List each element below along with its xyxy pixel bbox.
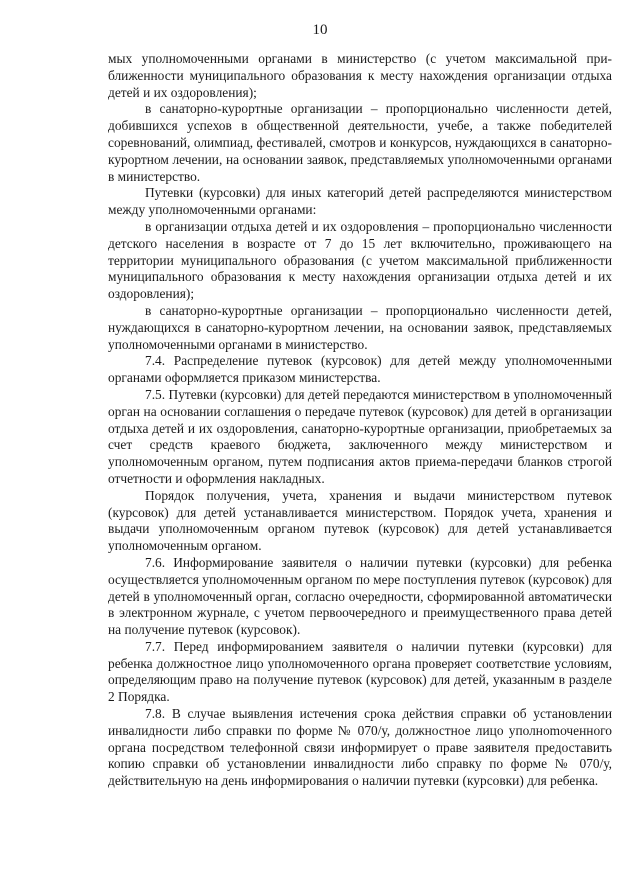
page-number: 10	[312, 22, 328, 38]
document-body	[108, 51, 612, 790]
paragraph-sanatorium-achievements: в санаторно-курортные организации – пропорционально численности детей, добившихся успехов в общественной деятельности, учебе, а также победителей соревнований, олимпиад, фестивалей, смотров и конкурсов, нуждающихся в санаторно-курортном лечении, на основании заявок, представляемых уполномоченными органами в министерство.	[108, 101, 612, 184]
paragraph-sanatorium-need: в санаторно-курортные организации – пропорционально численности детей, нуждающихся в санаторно-курортном лечении, на основании заявок, представляемых уполномоченными органами в министерство.	[108, 302, 612, 352]
paragraph-7-4: 7.4. Распределение путевок (курсовок) для детей между уполномоченными органами оформляется приказом министерства.	[108, 353, 612, 386]
paragraph-accounting-order: Порядок получения, учета, хранения и выдачи министерством путевок (курсовок) для детей устанавливается министерством. Порядок учета, хранения и выдачи уполномоченным органом путевок (курсовок) для детей устанавливается уполномоченным органом.	[108, 487, 612, 554]
paragraph-7-8: 7.8. В случае выявления истечения срока действия справки об установлении инвалидности либо справки по форме № 070/у, должностное лицо уполноmоченного органа посредством телефонной связи информирует о праве заявителя предоставить копию справки об установлении инвалидности либо справку по форме № 070/у, действительную на день информирования о наличии путевки (курсовки) для ребенка.	[108, 706, 612, 789]
paragraph-recreation-organizations: в организации отдыха детей и их оздоровления – пропорционально численности детского населения в возрасте от 7 до 15 лет включительно, проживающего на территории муниципального образования (с учетом максимальной приближенности муниципального образования к месту нахождения организации отдыха детей и их оздоровления);	[108, 218, 612, 302]
paragraph-7-6: 7.6. Информирование заявителя о наличии путевки (курсовки) для ребенка осуществляется уполномоченным органом по мере поступления путевок (курсовок) для детей в уполномоченный орган, согласно очередности, сформированной автоматически в электронном журнале, с учетом первоочередного и преимущественного права детей на получение путевок (курсовок).	[108, 554, 612, 638]
paragraph-7-7: 7.7. Перед информированием заявителя о наличии путевки (курсовки) для ребенка должностное лицо уполномоченного органа проверяет соответствие условиям, определяющим право на получение путевок (курсовок) для детей, указанным в разделе 2 Порядка.	[108, 638, 612, 705]
paragraph-other-categories: Путевки (курсовки) для иных категорий детей распределяются министерством между уполномоченными органами:	[108, 185, 612, 218]
paragraph-7-5: 7.5. Путевки (курсовки) для детей передаются министерством в уполномоченный орган на основании соглашения о передаче путевок (курсовок) для детей в организации отдыха детей и их оздоровления, санаторно-курортные организации, приобретаемых за счет средств краевого бюджета, заключенного между министерством и уполномоченным органом, путем подписания актов приема-передачи бланков строгой отчетности и оформления накладных.	[108, 386, 612, 486]
paragraph-continuation: мых уполномоченными органами в министерство (с учетом максимальной приближенности муниципального образования к месту нахождения организации отдыха детей и их оздоровления);	[108, 51, 612, 100]
